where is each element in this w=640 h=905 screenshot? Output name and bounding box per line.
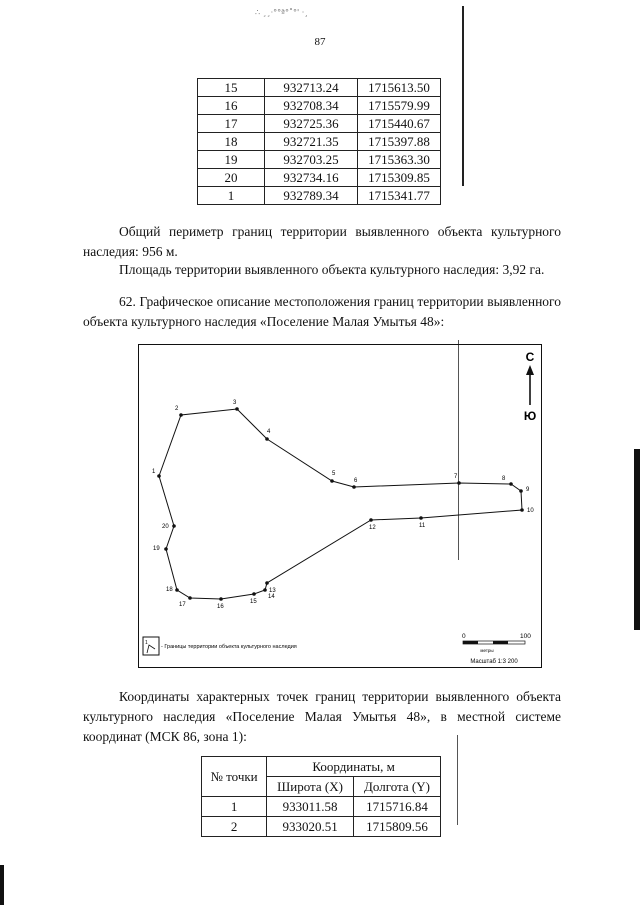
scan-noise: ∴ ¸¸·°°ª°˚°' ·¸ bbox=[255, 8, 309, 17]
scale-label: Масштаб 1:3 200 bbox=[470, 659, 518, 665]
page-number: 87 bbox=[314, 36, 326, 48]
compass-arrow-icon bbox=[524, 350, 536, 423]
boundary-point-marker bbox=[265, 581, 269, 585]
boundary-polygon bbox=[159, 409, 522, 599]
latitude-cell: 933011.58 bbox=[267, 797, 354, 817]
boundary-point-marker bbox=[175, 588, 179, 592]
header-longitude: Долгота (Y) bbox=[353, 777, 440, 797]
perimeter-text: Общий периметр границ территории выявленного объекта культурного наследия: 956 м. bbox=[83, 224, 561, 259]
boundary-point-label: 2 bbox=[175, 406, 179, 412]
area-text: Площадь территории выявленного объекта культурного наследия: 3,92 га. bbox=[119, 262, 545, 277]
boundary-point-label: 16 bbox=[217, 604, 224, 610]
coords-intro-text: Координаты характерных точек границ территории выявленного объекта культурного наследия «Поселение Малая Умытья 48», в местной системе координат (МСК 86, зона 1): bbox=[83, 689, 561, 744]
section-62-text: 62. Графическое описание местоположения границ территории выявленного объекта культурного наследия «Поселение Малая Умытья 48»: bbox=[83, 294, 561, 329]
boundary-point-label: 15 bbox=[250, 599, 257, 605]
longitude-cell: 1715397.88 bbox=[358, 133, 441, 151]
boundary-point-label: 13 bbox=[269, 588, 276, 594]
point-number-cell: 1 bbox=[198, 187, 265, 205]
boundary-point-marker bbox=[172, 524, 176, 528]
point-number-cell: 20 bbox=[198, 169, 265, 187]
point-number-cell: 17 bbox=[198, 115, 265, 133]
table-row bbox=[198, 169, 441, 187]
point-number-cell: 1 bbox=[202, 797, 267, 817]
latitude-cell: 932725.36 bbox=[265, 115, 358, 133]
boundary-point-label: 5 bbox=[332, 471, 336, 477]
boundary-point-marker bbox=[509, 482, 513, 486]
boundary-point-marker bbox=[352, 485, 356, 489]
boundary-point-marker bbox=[520, 508, 524, 512]
latitude-cell: 932703.25 bbox=[265, 151, 358, 169]
boundary-point-label: 20 bbox=[162, 524, 169, 530]
boundary-point-marker bbox=[188, 596, 192, 600]
boundary-point-label: 3 bbox=[233, 400, 237, 406]
point-number-cell: 19 bbox=[198, 151, 265, 169]
boundary-point-marker bbox=[263, 588, 267, 592]
point-number-cell: 2 bbox=[202, 817, 267, 837]
point-number-cell: 16 bbox=[198, 97, 265, 115]
map-legend bbox=[143, 637, 297, 655]
latitude-cell: 932734.16 bbox=[265, 169, 358, 187]
table-row bbox=[198, 187, 441, 205]
boundary-point-label: 17 bbox=[179, 602, 186, 608]
table-row bbox=[198, 115, 441, 133]
header-coordinates: Координаты, м bbox=[267, 757, 441, 777]
boundary-point-marker bbox=[369, 518, 373, 522]
legend-number: 1 bbox=[145, 640, 148, 646]
scan-line bbox=[457, 735, 458, 825]
latitude-cell: 932708.34 bbox=[265, 97, 358, 115]
header-point-number: № точки bbox=[202, 757, 267, 797]
table-row bbox=[202, 817, 441, 837]
boundary-point-marker bbox=[235, 407, 239, 411]
boundary-point-label: 19 bbox=[153, 546, 160, 552]
longitude-cell: 1715716.84 bbox=[353, 797, 440, 817]
boundary-point-marker bbox=[457, 481, 461, 485]
boundary-point-marker bbox=[219, 597, 223, 601]
boundary-point-marker bbox=[265, 437, 269, 441]
legend-line-icon bbox=[147, 645, 155, 653]
point-number-cell: 15 bbox=[198, 79, 265, 97]
boundary-point-marker bbox=[519, 489, 523, 493]
boundary-point-label: 8 bbox=[502, 476, 506, 482]
boundary-point-marker bbox=[419, 516, 423, 520]
longitude-cell: 1715440.67 bbox=[358, 115, 441, 133]
table-row bbox=[202, 797, 441, 817]
territory-boundary-map bbox=[138, 344, 542, 668]
coordinates-table-continued bbox=[197, 78, 441, 205]
boundary-diagram bbox=[139, 345, 541, 667]
scale-bar bbox=[462, 633, 531, 665]
scan-edge bbox=[634, 449, 640, 630]
latitude-cell: 932789.34 bbox=[265, 187, 358, 205]
latitude-cell: 932721.35 bbox=[265, 133, 358, 151]
table-row bbox=[198, 133, 441, 151]
longitude-cell: 1715579.99 bbox=[358, 97, 441, 115]
latitude-cell: 932713.24 bbox=[265, 79, 358, 97]
coordinates-table bbox=[201, 756, 441, 837]
compass-south: Ю bbox=[523, 409, 537, 423]
scan-edge bbox=[0, 865, 4, 905]
boundary-point-label: 18 bbox=[166, 587, 173, 593]
compass-north: С bbox=[525, 350, 535, 364]
boundary-point-label: 12 bbox=[369, 525, 376, 531]
boundary-point-label: 7 bbox=[454, 474, 458, 480]
boundary-point-marker bbox=[252, 592, 256, 596]
boundary-point-label: 14 bbox=[268, 594, 275, 600]
scan-line bbox=[462, 6, 464, 186]
latitude-cell: 933020.51 bbox=[267, 817, 354, 837]
legend-label: - Границы территории объекта культурного наследия bbox=[161, 644, 297, 650]
boundary-point-label: 6 bbox=[354, 478, 358, 484]
table-row bbox=[198, 151, 441, 169]
header-latitude: Широта (X) bbox=[267, 777, 354, 797]
table-row bbox=[198, 97, 441, 115]
boundary-point-marker bbox=[330, 479, 334, 483]
point-number-cell: 18 bbox=[198, 133, 265, 151]
longitude-cell: 1715613.50 bbox=[358, 79, 441, 97]
boundary-point-label: 9 bbox=[526, 487, 530, 493]
scale-unit: метры bbox=[480, 648, 494, 653]
boundary-point-label: 1 bbox=[152, 469, 156, 475]
longitude-cell: 1715341.77 bbox=[358, 187, 441, 205]
boundary-point-label: 4 bbox=[267, 429, 271, 435]
boundary-point-label: 11 bbox=[419, 523, 426, 529]
scale-hundred: 100 bbox=[520, 633, 531, 640]
boundary-point-label: 10 bbox=[527, 508, 534, 514]
longitude-cell: 1715309.85 bbox=[358, 169, 441, 187]
longitude-cell: 1715809.56 bbox=[353, 817, 440, 837]
scale-zero: 0 bbox=[462, 633, 466, 640]
boundary-point-marker bbox=[157, 474, 161, 478]
boundary-point-marker bbox=[164, 547, 168, 551]
table-row bbox=[198, 79, 441, 97]
boundary-point-marker bbox=[179, 413, 183, 417]
longitude-cell: 1715363.30 bbox=[358, 151, 441, 169]
